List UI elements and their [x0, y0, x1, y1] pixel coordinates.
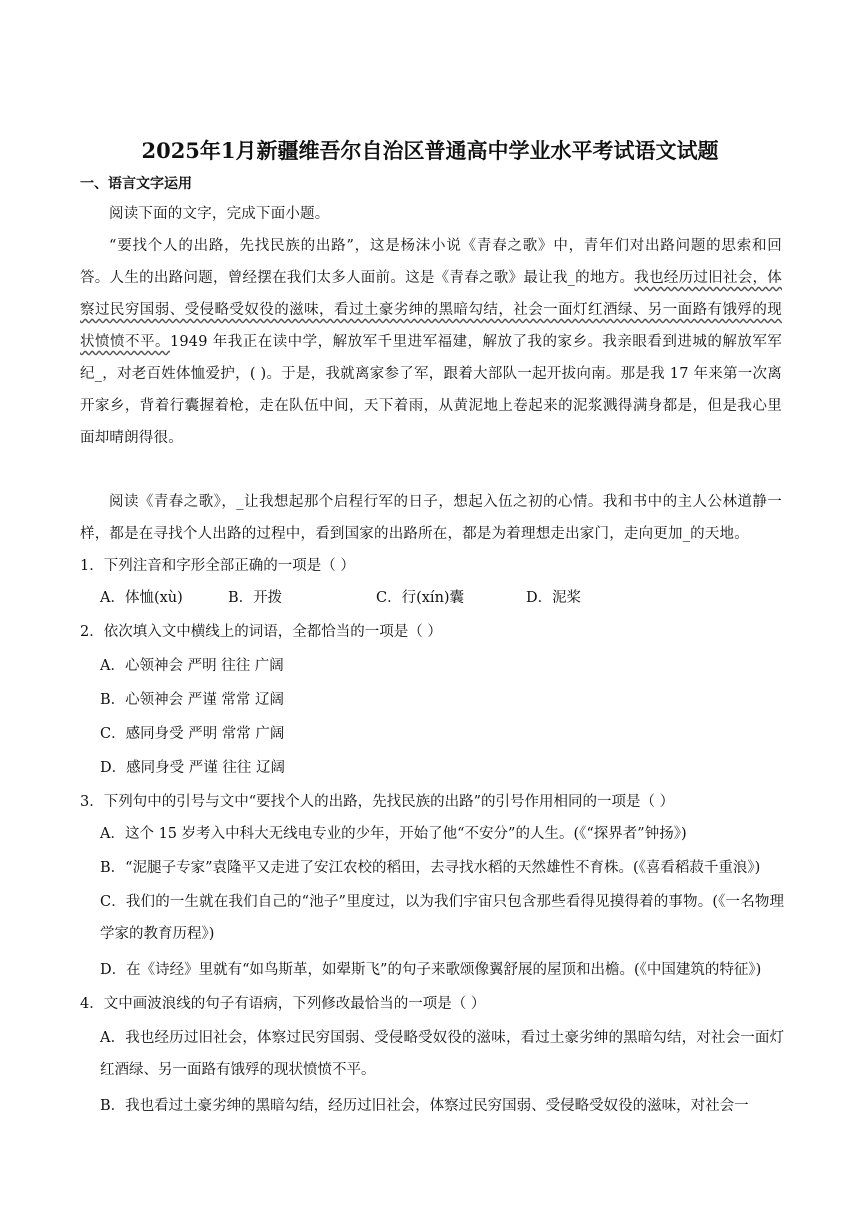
- q1-option-c[interactable]: C．行(xín)囊: [376, 590, 465, 606]
- q4-option-b[interactable]: B．我也看过土豪劣绅的黑暗勾结，经历过旧社会，体察过民穷国弱、受侵略受奴役的滋味，对社会一: [100, 1098, 749, 1114]
- passage-text-after-wavy: 1949 年我正在读中学，解放军千里进军福建，解放了我的家乡。我亲眼看到进城的解放军军纪_，对老百姓体恤爱护，( )。于是，我就离家参了军，跟着大部队一起开拔向南。那是我 17 年来第一次离开家乡，背着行囊握着枪，走在队伍中间，天下着雨，从黄泥地上卷起来的泥浆溅得满身都是，但是我心里面却晴朗得很。: [80, 334, 783, 446]
- q3-option-a[interactable]: A．这个 15 岁考入中科大无线电专业的少年，开始了他“不安分”的人生。(《“探界者”钟扬》): [100, 826, 687, 842]
- passage-paragraph-1: [80, 230, 782, 454]
- q3-option-b[interactable]: B．“泥腿子专家”袁隆平又走进了安江农校的稻田，去寻找水稻的天然雄性不育株。(《喜看稻菽千重浪》): [100, 860, 761, 876]
- question-2-stem: 2．依次填入文中横线上的词语，全都恰当的一项是（ ）: [80, 624, 442, 640]
- q2-option-c[interactable]: C．感同身受 严明 常常 广阔: [100, 726, 285, 742]
- q3-option-d[interactable]: D．在《诗经》里就有“如鸟斯革，如翚斯飞”的句子来歌颂像翼舒展的屋顶和出檐。(《中国建筑的特征》): [100, 962, 762, 978]
- question-3-stem: 3．下列句中的引号与文中“要找个人的出路，先找民族的出路”的引号作用相同的一项是（ ）: [80, 794, 675, 810]
- q1-option-d[interactable]: D．泥桨: [526, 590, 582, 606]
- question-4-stem: 4．文中画波浪线的句子有语病，下列修改最恰当的一项是（ ）: [80, 996, 486, 1012]
- q2-option-d[interactable]: D．感同身受 严谨 往往 辽阔: [100, 760, 285, 776]
- q4-option-a[interactable]: A．我也经历过旧社会，体察过民穷国弱、受侵略受奴役的滋味，看过土豪劣绅的黑暗勾结，对社会一面灯红酒绿、另一面路有饿殍的现状愤愤不平。: [100, 1030, 784, 1078]
- passage-paragraph-2: 阅读《青春之歌》，_让我想起那个启程行军的日子，想起入伍之初的心情。我和书中的主人公林道静一样，都是在寻找个人出路的过程中，看到国家的出路所在，都是为着理想走出家门，走向更加_的天地。: [80, 494, 782, 542]
- wavy-underlined-sentence: 我也经历过旧社会，体察过民穷国弱、受侵略受奴役的滋味，看过土豪劣绅的黑暗勾结，社会一面灯红酒绿、另一面路有饿殍的现状愤愤不平。: [80, 270, 782, 350]
- q1-option-a[interactable]: A．体恤(xù): [100, 590, 183, 606]
- section-heading: 一、语言文字运用: [80, 176, 192, 192]
- q1-option-b[interactable]: B．开拨: [228, 590, 283, 606]
- q2-option-a[interactable]: A．心领神会 严明 往往 广阔: [100, 658, 284, 674]
- intro-instruction: 阅读下面的文字，完成下面小题。: [109, 206, 330, 222]
- page-title: 2025年1月新疆维吾尔自治区普通高中学业水平考试语文试题: [141, 138, 719, 163]
- passage-text-before-wavy: “要找个人的出路，先找民族的出路”，这是杨沫小说《青春之歌》中，青年们对出路问题的思索和回答。人生的出路问题，曾经摆在我们太多人面前。这是《青春之歌》最让我_的地方。: [80, 238, 782, 286]
- question-1-stem: 1．下列注音和字形全部正确的一项是（ ）: [80, 558, 355, 574]
- q2-option-b[interactable]: B．心领神会 严谨 常常 辽阔: [100, 692, 284, 708]
- q3-option-c[interactable]: C．我们的一生就在我们自己的“池子”里度过，以为我们宇宙只包含那些看得见摸得着的事物。(《一名物理学家的教育历程》): [100, 894, 784, 942]
